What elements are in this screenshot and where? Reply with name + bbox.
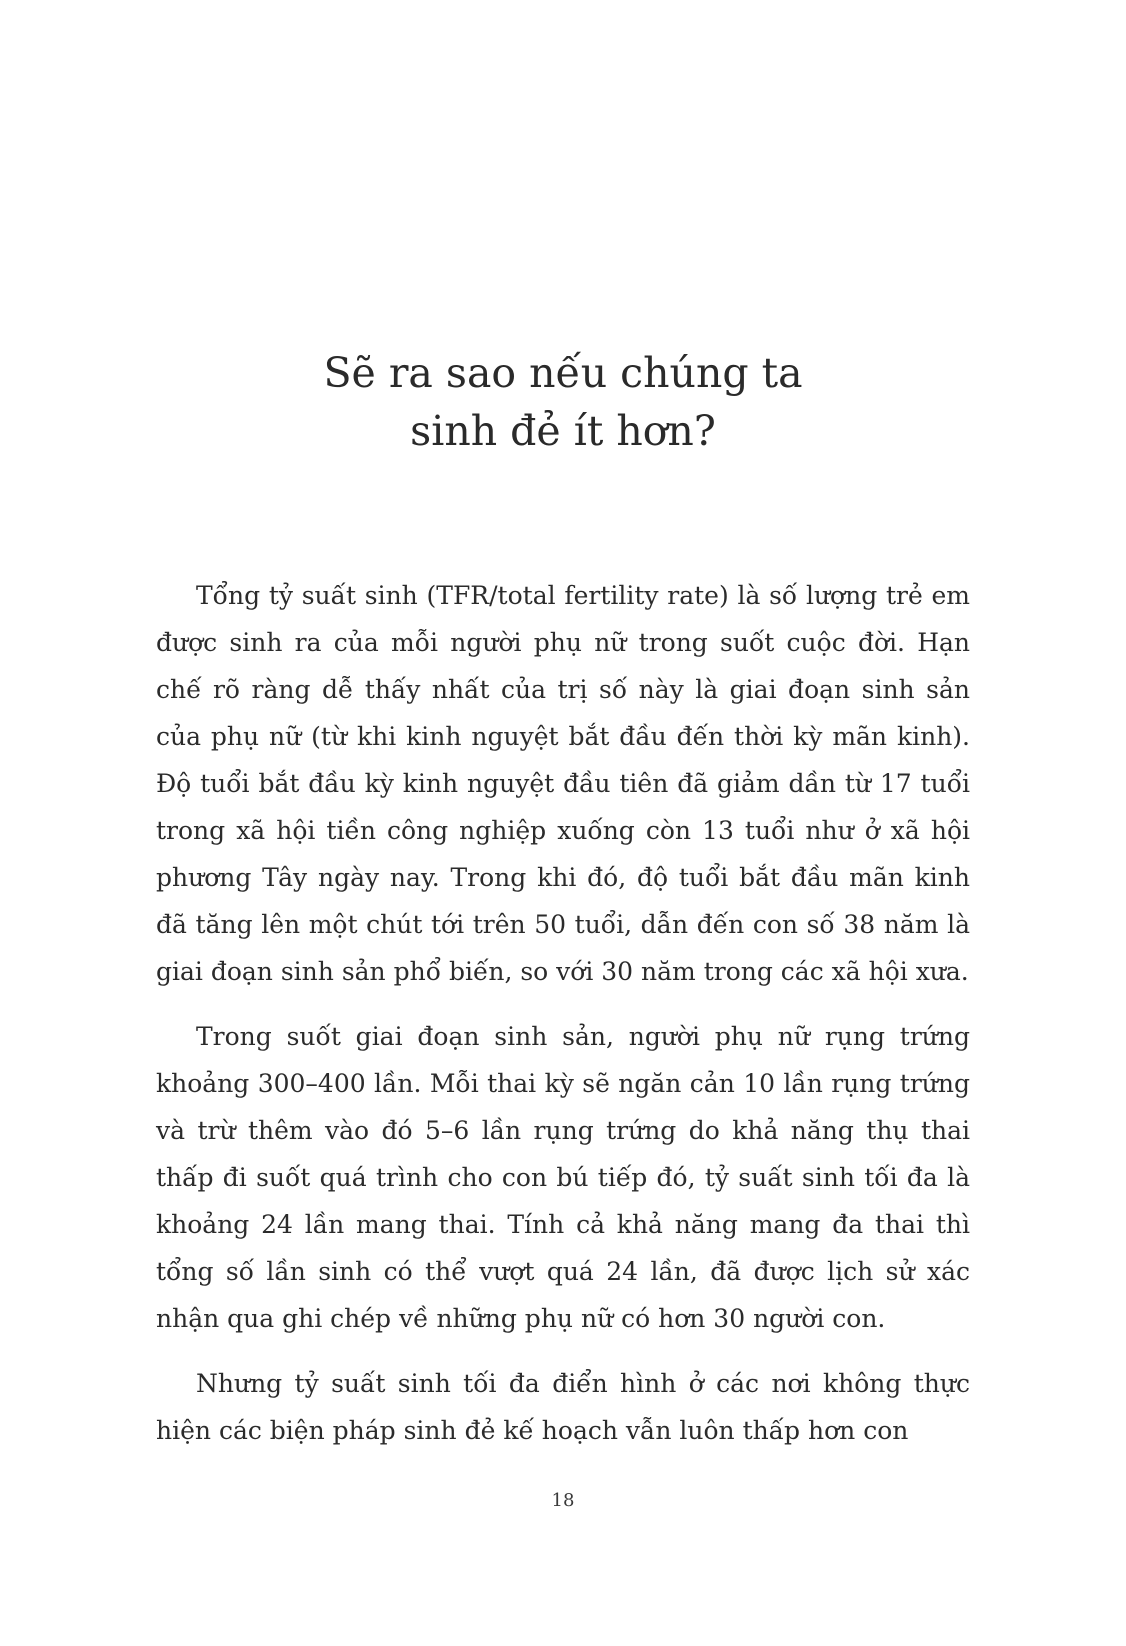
- paragraph-2: Trong suốt giai đoạn sinh sản, người phụ nữ rụng trứng khoảng 300–400 lần. Mỗi thai kỳ sẽ ngăn cản 10 lần rụng trứng và trừ thêm vào đó 5–6 lần rụng trứng do khả năng thụ thai thấp đi suốt quá trình cho con bú tiếp đó, tỷ suất sinh tối đa là khoảng 24 lần mang thai. Tính cả khả năng mang đa thai thì tổng số lần sinh có thể vượt quá 24 lần, đã được lịch sử xác nhận qua ghi chép về những phụ nữ có hơn 30 người con.: [156, 1022, 970, 1333]
- chapter-title: [0, 344, 1126, 460]
- paragraph-3: Nhưng tỷ suất sinh tối đa điển hình ở các nơi không thực hiện các biện pháp sinh đẻ kế hoạch vẫn luôn thấp hơn con: [156, 1369, 970, 1445]
- paragraph-1: Tổng tỷ suất sinh (TFR/total fertility rate) là số lượng trẻ em được sinh ra của mỗi người phụ nữ trong suốt cuộc đời. Hạn chế rõ ràng dễ thấy nhất của trị số này là giai đoạn sinh sản của phụ nữ (từ khi kinh nguyệt bắt đầu đến thời kỳ mãn kinh). Độ tuổi bắt đầu kỳ kinh nguyệt đầu tiên đã giảm dần từ 17 tuổi trong xã hội tiền công nghiệp xuống còn 13 tuổi như ở xã hội phương Tây ngày nay. Trong khi đó, độ tuổi bắt đầu mãn kinh đã tăng lên một chút tới trên 50 tuổi, dẫn đến con số 38 năm là giai đoạn sinh sản phổ biến, so với 30 năm trong các xã hội xưa.: [156, 581, 970, 986]
- chapter-title-line-1: Sẽ ra sao nếu chúng ta: [323, 349, 803, 397]
- chapter-title-line-2: sinh đẻ ít hơn?: [410, 407, 716, 455]
- body-text: [156, 572, 970, 1472]
- page-number: 18: [551, 1490, 575, 1511]
